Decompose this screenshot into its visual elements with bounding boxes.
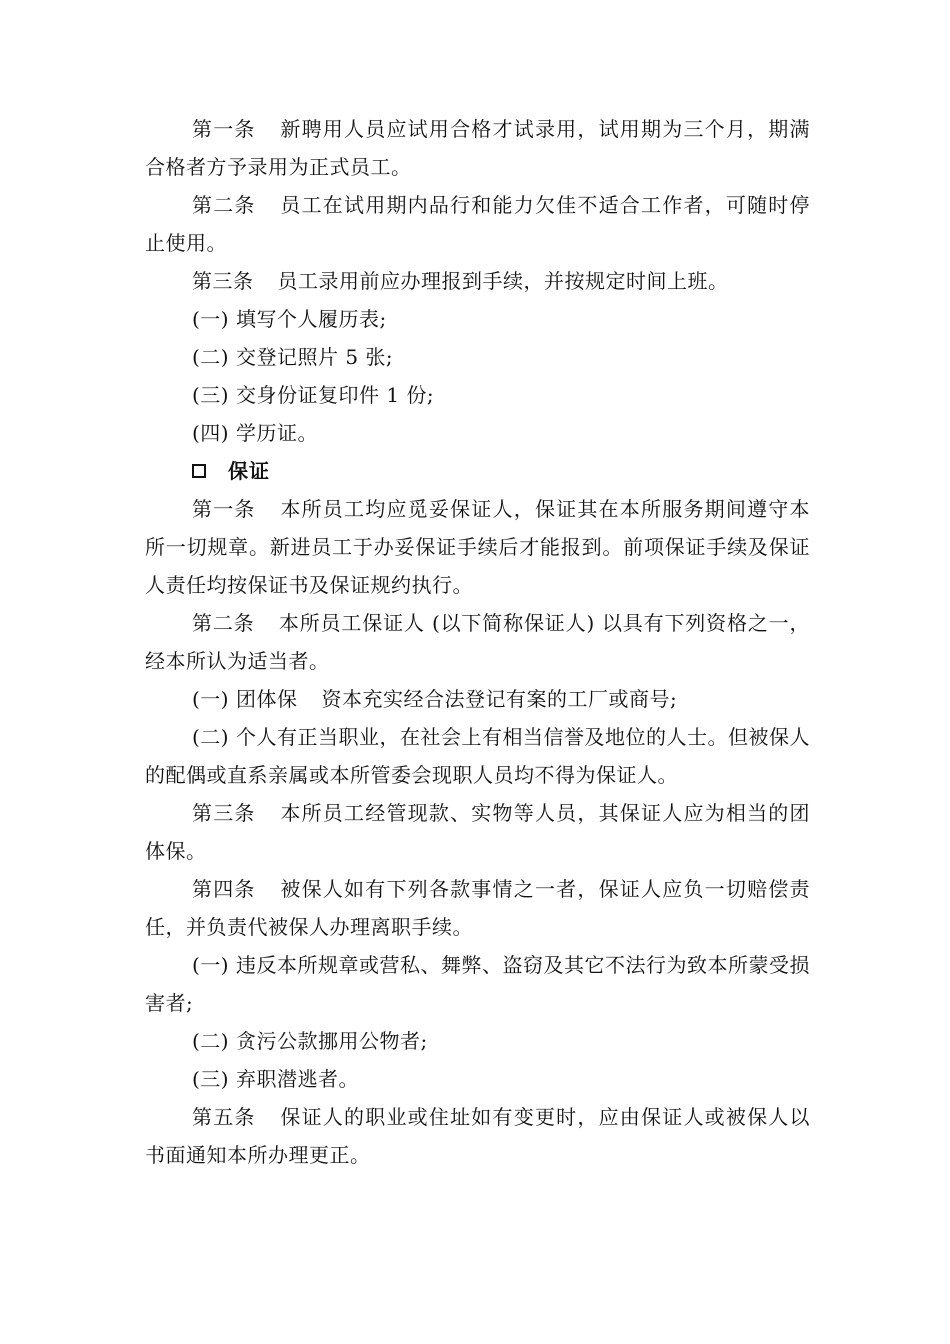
article-label: 第二条 [192,193,256,217]
list-item: (二) 交登记照片 5 张; [192,345,394,369]
list-item: (一) 填写个人履历表; [192,307,387,331]
article-2 [145,186,810,262]
article-3 [145,262,810,300]
article-label: 第二条 [192,611,255,635]
document-page [145,110,810,1174]
guarantee-article-2 [145,604,810,680]
list-item: (二) 个人有正当职业，在社会上有相当信誉及地位的人士。但被保人的配偶或直系亲属或本所管委会现职人员均不得为保证人。 [145,725,810,787]
section-heading-text: 保证 [228,459,270,483]
guarantee-article-3 [145,794,810,870]
list-item: (三) 弃职潜逃者。 [192,1067,359,1091]
guarantee-article-1 [145,490,810,604]
list-item [145,680,810,718]
section-heading [145,452,810,490]
article-label: 第一条 [192,497,256,521]
article-text: 新聘用人员应试用合格才试录用，试用期为三个月，期满合格者方予录用为正式员工。 [145,117,811,179]
article-text: 员工在试用期内品行和能力欠佳不适合工作者，可随时停止使用。 [145,193,811,255]
article-label: 第一条 [192,117,256,141]
article-text: 被保人如有下列各款事情之一者，保证人应负一切赔偿责任，并负责代被保人办理离职手续。 [145,877,811,939]
item-label: (一) 团体保 [192,687,298,711]
article-label: 第三条 [192,269,254,293]
article-text: 保证人的职业或住址如有变更时，应由保证人或被保人以书面通知本所办理更正。 [145,1105,811,1167]
article-1 [145,110,810,186]
article-text: 本所员工经管现款、实物等人员，其保证人应为相当的团体保。 [145,801,811,863]
article-label: 第五条 [192,1105,256,1129]
guarantee-article-5 [145,1098,810,1174]
article-text: 本所员工保证人 (以下简称保证人) 以具有下列资格之一，经本所认为适当者。 [145,611,811,673]
checkbox-icon [192,464,206,478]
article-text: 本所员工均应觅妥保证人，保证其在本所服务期间遵守本所一切规章。新进员工于办妥保证手续后才能报到。前项保证手续及保证人责任均按保证书及保证规约执行。 [145,497,811,597]
list-item: (一) 违反本所规章或营私、舞弊、盗窃及其它不法行为致本所蒙受损害者; [145,953,810,1015]
item-text: 资本充实经合法登记有案的工厂或商号; [321,687,678,711]
article-text: 员工录用前应办理报到手续，并按规定时间上班。 [277,269,729,293]
list-item: (三) 交身份证复印件 1 份; [192,383,435,407]
article-label: 第三条 [192,801,256,825]
guarantee-article-4 [145,870,810,946]
article-label: 第四条 [192,877,256,901]
list-item: (二) 贪污公款挪用公物者; [192,1029,428,1053]
list-item: (四) 学历证。 [192,421,318,445]
